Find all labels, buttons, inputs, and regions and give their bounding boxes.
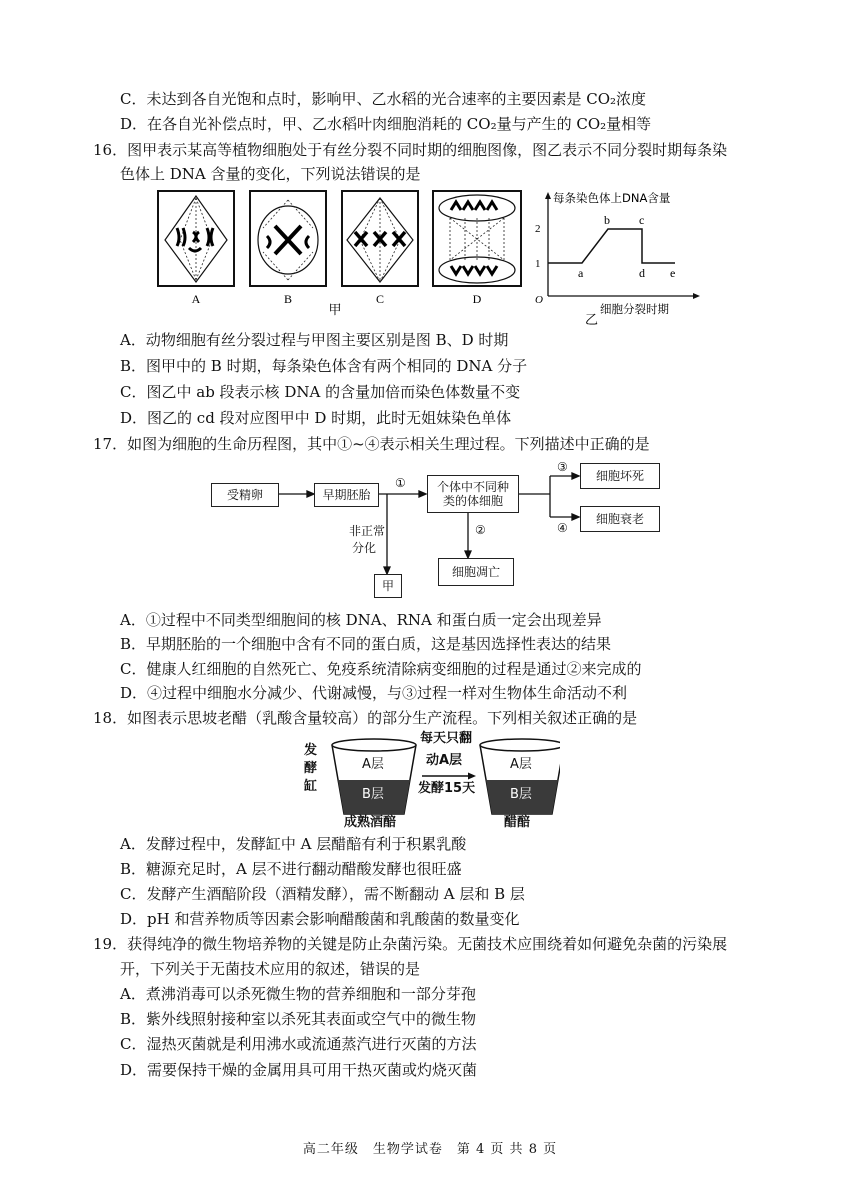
flow-box-necrosis: 细胞坏死	[580, 463, 660, 489]
graph-x-label: 细胞分裂时期	[600, 302, 669, 316]
q17-stem: 17．如图为细胞的生命历程图，其中①~④表示相关生理过程。下列描述中正确的是	[93, 435, 650, 453]
flow-abnormal-line2: 分化	[352, 541, 377, 555]
graph-point-b: b	[604, 213, 610, 227]
figure-jia-caption: 甲	[328, 303, 342, 318]
q19-stem-line2: 开，下列关于无菌技术应用的叙述，错误的是	[120, 960, 421, 978]
tank-label-2: 酵	[304, 761, 318, 776]
q19-option-b: B．紫外线照射接种室以杀死其表面或空气中的微生物	[120, 1010, 477, 1028]
arrow-label-top-2: 动A层	[426, 753, 463, 768]
flow-box-jia: 甲	[374, 574, 402, 598]
tank2-layer-a: A层	[510, 757, 532, 772]
flow-marker-3: ③	[557, 460, 568, 474]
cell-a-diagram	[158, 191, 234, 286]
graph-tick-2: 2	[535, 223, 541, 235]
q18-stem: 18．如图表示思坡老醋（乳酸含量较高）的部分生产流程。下列相关叙述正确的是	[93, 709, 638, 727]
flow-somatic-line2: 类的体细胞	[442, 494, 503, 508]
flow-box-aging: 细胞衰老	[580, 506, 660, 532]
q15-option-d: D．在各自光补偿点时，甲、乙水稻叶肉细胞消耗的 CO₂量与产生的 CO₂量相等	[120, 115, 652, 133]
q16-figure-jia	[155, 188, 525, 318]
tank1-layer-b: B层	[362, 787, 384, 802]
cell-c-diagram	[342, 191, 418, 286]
flow-abnormal-line1: 非正常	[349, 524, 386, 538]
q15-option-c: C．未达到各自光饱和点时，影响甲、乙水稻的光合速率的主要因素是 CO₂浓度	[120, 90, 647, 108]
q16-option-c: C．图乙中 ab 段表示核 DNA 的含量加倍而染色体数量不变	[120, 383, 521, 401]
q19-option-c: C．湿热灭菌就是利用沸水或流通蒸汽进行灭菌的方法	[120, 1035, 477, 1053]
graph-y-label: 每条染色体上DNA含量	[553, 191, 671, 205]
q17-option-d: D．④过程中细胞水分减少、代谢减慢，与③过程一样对生物体生命活动不利	[120, 684, 628, 702]
q17-option-b: B．早期胚胎的一个细胞中含有不同的蛋白质，这是基因选择性表达的结果	[120, 635, 612, 653]
cell-c-label: C	[375, 292, 385, 306]
q16-figure-yi-graph	[530, 186, 710, 326]
page-footer: 高二年级 生物学试卷 第 4 页 共 8 页	[302, 1142, 558, 1157]
cell-a-label: A	[191, 292, 201, 306]
cell-b-label: B	[283, 292, 293, 306]
cell-d-diagram	[433, 191, 521, 286]
flow-box-zygote: 受精卵	[211, 483, 279, 507]
q18-option-d: D．pH 和营养物质等因素会影响醋酸菌和乳酸菌的数量变化	[120, 910, 520, 928]
q18-option-c: C．发酵产生酒醅阶段（酒精发酵），需不断翻动 A 层和 B 层	[120, 885, 525, 903]
q19-option-a: A．煮沸消毒可以杀死微生物的营养细胞和一部分芽孢	[120, 985, 476, 1003]
flow-somatic-line1: 个体中不同种	[436, 480, 509, 494]
q16-option-b: B．图甲中的 B 时期，每条染色体含有两个相同的 DNA 分子	[120, 357, 528, 375]
q18-option-b: B．糖源充足时，A 层不进行翻动醋酸发酵也很旺盛	[120, 860, 462, 878]
figure-yi-caption: 乙	[585, 313, 599, 326]
graph-point-d: d	[639, 266, 645, 280]
tank-label-3: 缸	[304, 779, 318, 794]
tank1-layer-a: A层	[362, 757, 384, 772]
graph-tick-1: 1	[535, 258, 541, 270]
q17-option-c: C．健康人红细胞的自然死亡、免疫系统清除病变细胞的过程是通过②来完成的	[120, 660, 642, 678]
q16-option-d: D．图乙的 cd 段对应图甲中 D 时期，此时无姐妹染色单体	[120, 409, 512, 427]
tank-label-1: 发	[304, 743, 318, 758]
q16-stem-line2: 色体上 DNA 含量的变化，下列说法错误的是	[120, 165, 421, 183]
graph-dna-line	[548, 229, 675, 263]
flow-box-apoptosis: 细胞凋亡	[438, 558, 514, 586]
flow-marker-2: ②	[475, 523, 486, 537]
tank2-layer-b: B层	[510, 787, 532, 802]
q17-option-a: A．①过程中不同类型细胞间的核 DNA、RNA 和蛋白质一定会出现差异	[120, 611, 602, 629]
flow-marker-4: ④	[557, 521, 568, 535]
q18-fermentation-figure	[300, 730, 560, 830]
q18-option-a: A．发酵过程中，发酵缸中 A 层醋醅有利于积累乳酸	[120, 835, 467, 853]
flow-box-somatic-cells	[427, 475, 519, 513]
graph-origin: O	[535, 294, 543, 306]
q16-stem-line1: 16．图甲表示某高等植物细胞处于有丝分裂不同时期的细胞图像，图乙表示不同分裂时期每条染	[93, 141, 728, 159]
graph-point-a: a	[578, 266, 584, 280]
caption-vinegar-mash: 醋醅	[504, 815, 531, 830]
flow-marker-1: ①	[395, 476, 406, 490]
q16-option-a: A．动物细胞有丝分裂过程与甲图主要区别是图 B、D 时期	[120, 331, 509, 349]
graph-point-e: e	[670, 266, 676, 280]
graph-point-c: c	[639, 213, 645, 227]
flow-box-early-embryo: 早期胚胎	[314, 483, 379, 507]
arrow-label-top-1: 每天只翻	[420, 731, 473, 746]
arrow-label-bottom: 发酵15天	[418, 781, 476, 796]
q19-option-d: D．需要保持干燥的金属用具可用干热灭菌或灼烧灭菌	[120, 1061, 478, 1079]
caption-mature-mash: 成熟酒醅	[344, 815, 397, 830]
cell-d-label: D	[472, 292, 482, 306]
q19-stem-line1: 19．获得纯净的微生物培养物的关键是防止杂菌污染。无菌技术应围绕着如何避免杂菌的污染展	[93, 935, 728, 953]
cell-b-diagram	[250, 191, 326, 286]
